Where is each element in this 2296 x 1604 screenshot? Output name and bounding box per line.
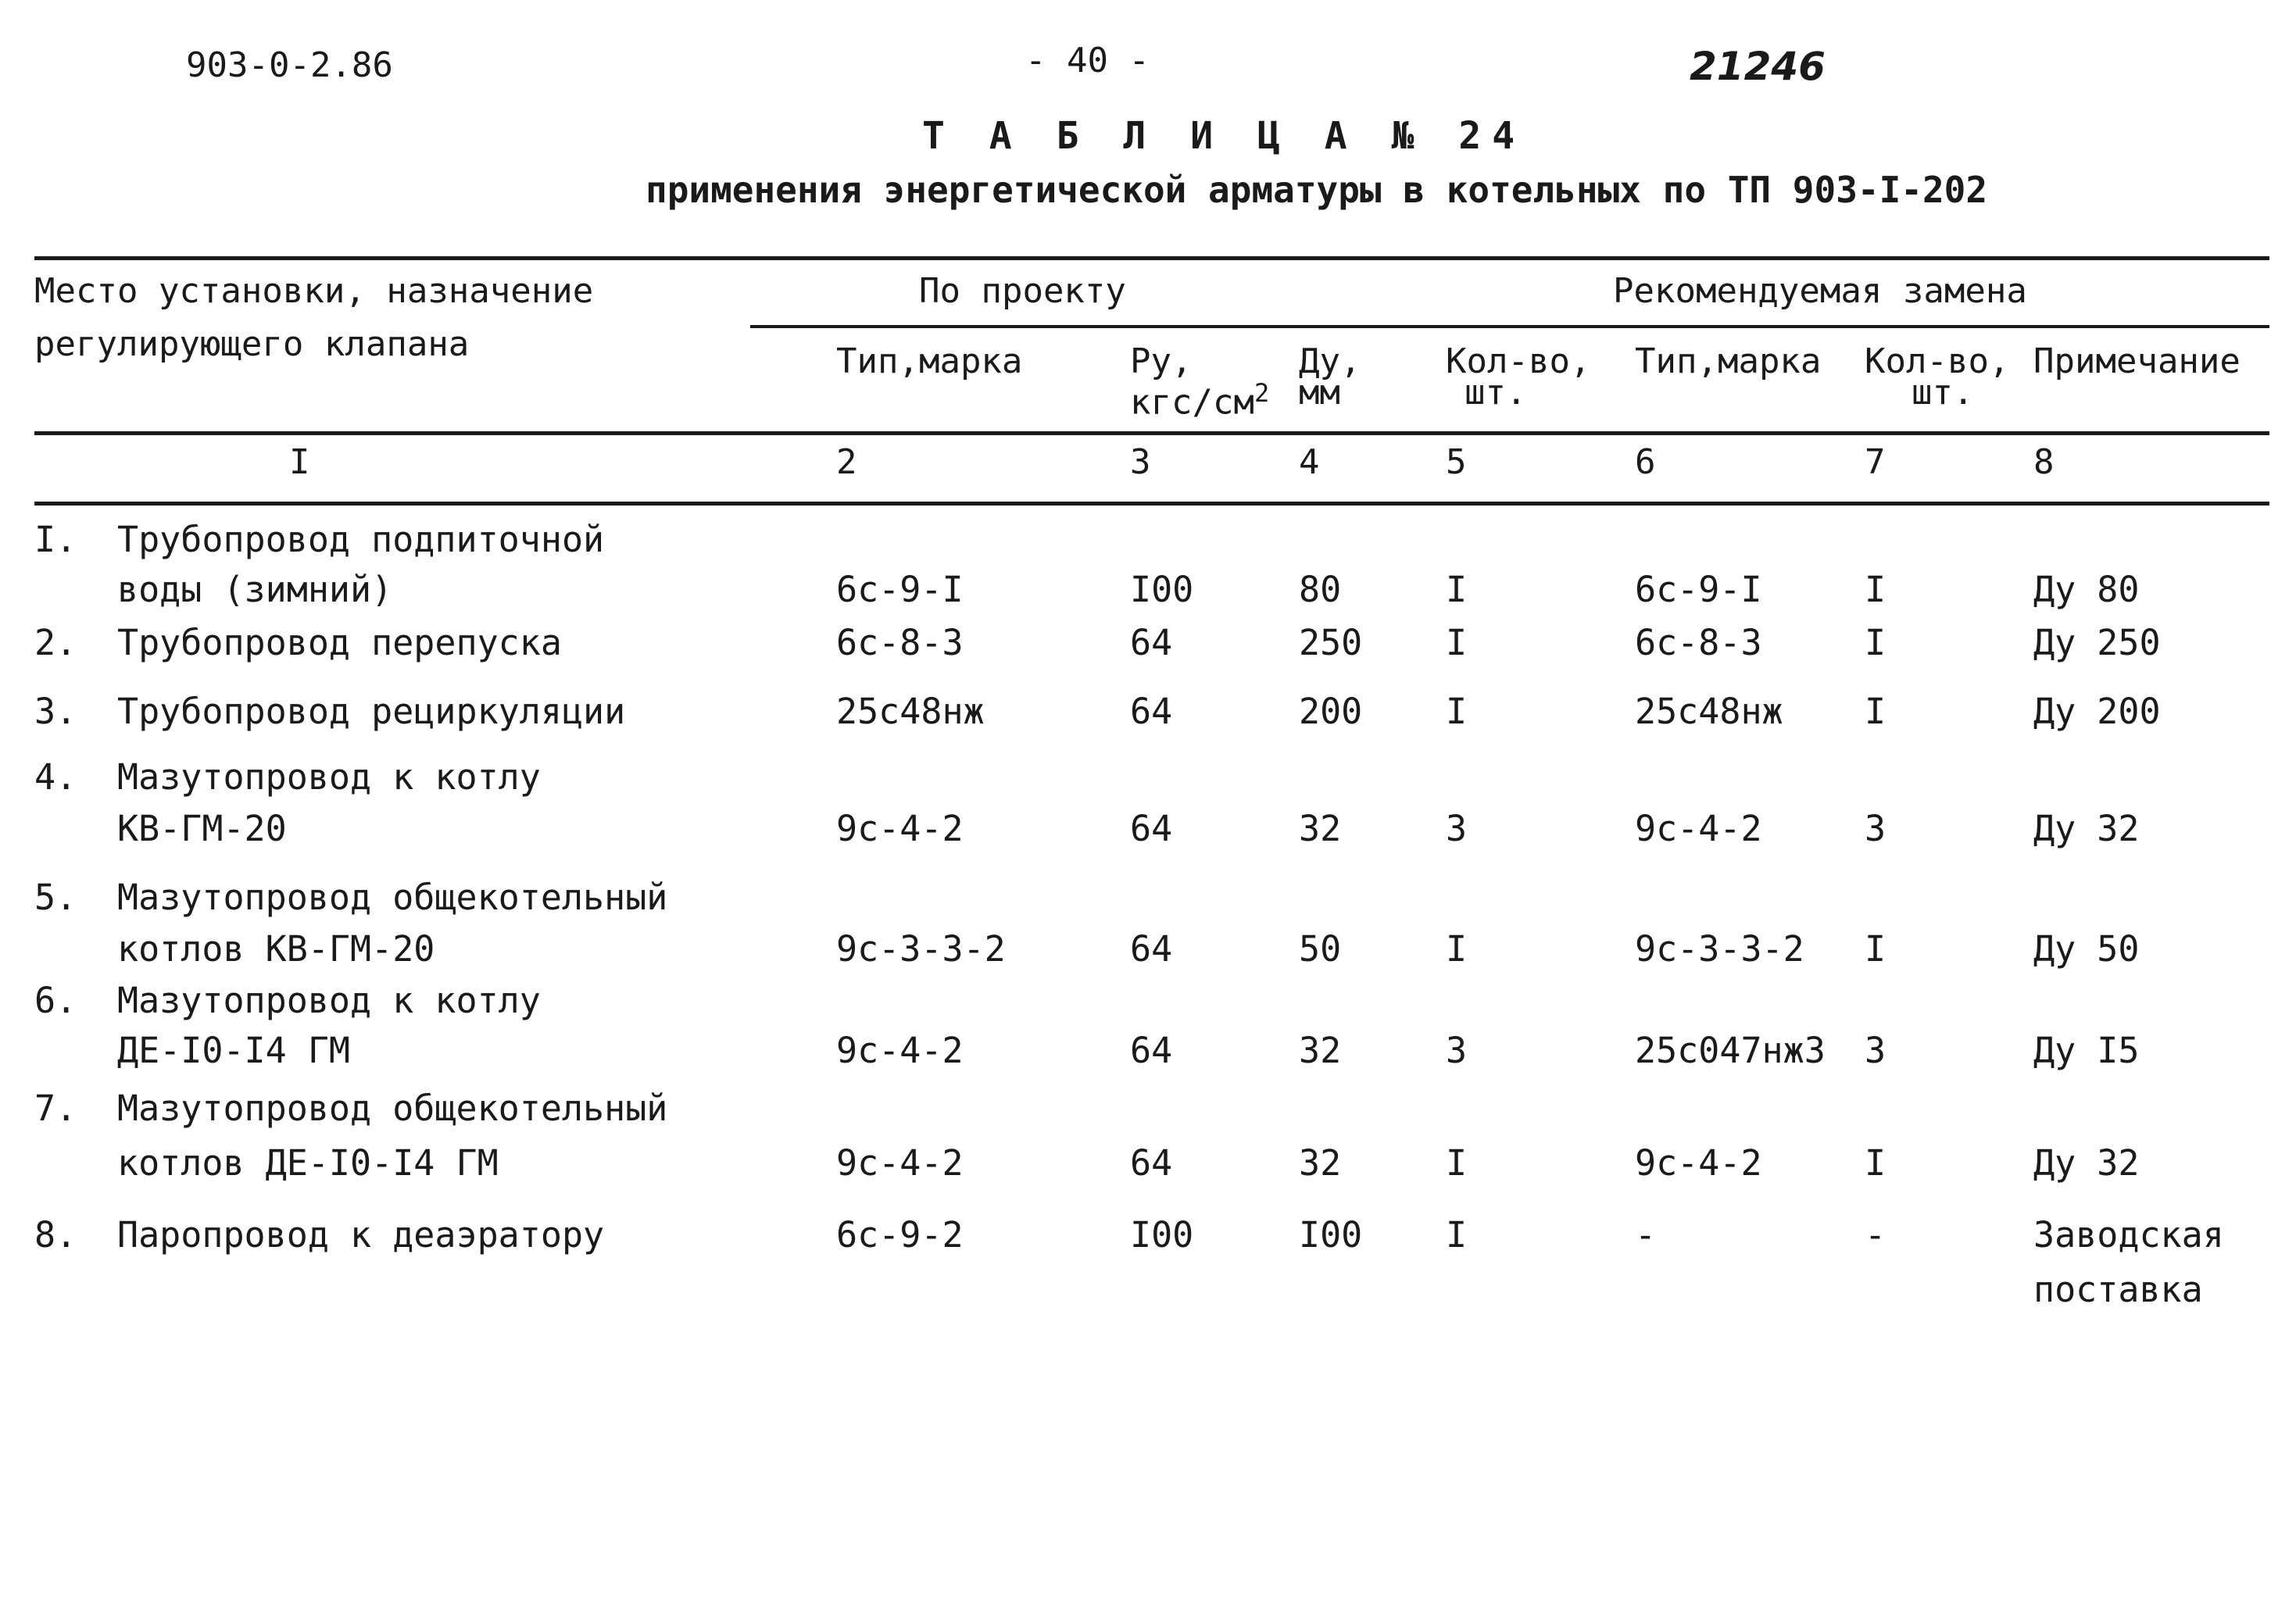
row-type-project: 6с-8-3 — [836, 622, 964, 663]
row-pressure: I00 — [1130, 569, 1194, 610]
page-number: - 40 - — [1025, 41, 1150, 80]
row-note: Ду 50 — [2033, 928, 2140, 970]
header-pressure-line2: кгс/$см^2$ — [1130, 378, 1270, 423]
row-qty-replacement: I — [1865, 1142, 1887, 1184]
row-number: 3. — [34, 691, 77, 732]
row-pressure: I00 — [1130, 1214, 1194, 1256]
row-place-line1: Мазутопровод общекотельный — [117, 877, 668, 918]
row-pressure: 64 — [1130, 1142, 1173, 1184]
row-type-project: 9с-4-2 — [836, 1030, 964, 1071]
row-note: Ду 250 — [2033, 622, 2161, 663]
header-bottom-rule — [34, 431, 2269, 435]
header-recommended-replacement: Рекомендуемая замена — [1613, 271, 2027, 311]
row-note: Ду 32 — [2033, 808, 2140, 849]
row-place-line1: Паропровод к деаэратору — [117, 1214, 605, 1256]
row-place-line2: воды (зимний) — [117, 569, 393, 610]
row-qty-replacement: I — [1865, 691, 1887, 732]
header-place-line2: регулирующего клапана — [34, 324, 470, 364]
row-qty-replacement: 3 — [1865, 1030, 1887, 1071]
row-qty-replacement: I — [1865, 928, 1887, 970]
header-qty-replacement-line1: Кол-во, — [1865, 341, 2010, 381]
header-group-rule — [750, 325, 2269, 328]
row-qty-project: I — [1446, 622, 1468, 663]
column-numbers-rule — [34, 502, 2269, 505]
row-qty-replacement: I — [1865, 622, 1887, 663]
column-number: 2 — [836, 442, 857, 482]
row-number: 2. — [34, 622, 77, 663]
row-pressure: 64 — [1130, 808, 1173, 849]
row-number: 4. — [34, 756, 77, 798]
row-place-line1: Мазутопровод к котлу — [117, 756, 541, 798]
row-number: 6. — [34, 980, 77, 1021]
row-qty-replacement: 3 — [1865, 808, 1887, 849]
row-type-replacement: 9с-4-2 — [1635, 1142, 1762, 1184]
row-type-replacement: 25с047нж3 — [1635, 1030, 1826, 1071]
row-type-project: 9с-4-2 — [836, 808, 964, 849]
row-place-line1: Трубопровод перепуска — [117, 622, 562, 663]
column-number: I — [289, 442, 310, 482]
column-number: 3 — [1130, 442, 1151, 482]
row-du: 200 — [1299, 691, 1363, 732]
row-note-line2: поставка — [2033, 1269, 2203, 1310]
row-place-line1: Трубопровод подпиточной — [117, 519, 605, 560]
table-subtitle: применения энергетической арматуры в котельных по ТП 903-I-202 — [646, 169, 1988, 211]
table-top-rule — [34, 256, 2269, 260]
header-type-project: Тип,марка — [836, 341, 1023, 381]
row-note: Ду 80 — [2033, 569, 2140, 610]
row-type-replacement: 6с-9-I — [1635, 569, 1762, 610]
column-number: 4 — [1299, 442, 1320, 482]
handwritten-stamp-number: 21246 — [1690, 44, 1826, 89]
header-place-line1: Место установки, назначение — [34, 271, 594, 311]
row-qty-project: I — [1446, 1142, 1468, 1184]
row-place-line2: КВ-ГМ-20 — [117, 808, 287, 849]
row-type-project: 6с-9-2 — [836, 1214, 964, 1256]
row-qty-project: I — [1446, 569, 1468, 610]
row-number: 5. — [34, 877, 77, 918]
row-place-line1: Мазутопровод к котлу — [117, 980, 541, 1021]
row-note: Ду I5 — [2033, 1030, 2140, 1071]
row-pressure: 64 — [1130, 1030, 1173, 1071]
row-type-replacement: 6с-8-3 — [1635, 622, 1762, 663]
row-type-project: 9с-3-3-2 — [836, 928, 1006, 970]
header-qty-project-line2: шт. — [1465, 373, 1527, 413]
column-number: 7 — [1865, 442, 1886, 482]
row-qty-project: I — [1446, 928, 1468, 970]
row-qty-project: I — [1446, 1214, 1468, 1256]
header-du-line2: мм — [1299, 373, 1340, 413]
row-number: 8. — [34, 1214, 77, 1256]
row-type-replacement: 9с-3-3-2 — [1635, 928, 1804, 970]
header-pressure-line1: Ру, — [1130, 341, 1193, 381]
header-note: Примечание — [2033, 341, 2241, 381]
row-place-line1: Мазутопровод общекотельный — [117, 1088, 668, 1129]
row-du: 32 — [1299, 1030, 1342, 1071]
row-pressure: 64 — [1130, 928, 1173, 970]
header-type-replacement: Тип,марка — [1635, 341, 1822, 381]
row-du: I00 — [1299, 1214, 1363, 1256]
row-type-replacement: - — [1635, 1214, 1657, 1256]
column-number: 8 — [2033, 442, 2055, 482]
row-place-line1: Трубопровод рециркуляции — [117, 691, 626, 732]
row-qty-replacement: - — [1865, 1214, 1887, 1256]
header-by-project: По проекту — [919, 271, 1126, 311]
row-du: 50 — [1299, 928, 1342, 970]
row-type-replacement: 25с48нж — [1635, 691, 1783, 732]
row-place-line2: котлов КВ-ГМ-20 — [117, 928, 435, 970]
row-du: 32 — [1299, 1142, 1342, 1184]
column-number: 6 — [1635, 442, 1656, 482]
header-qty-replacement-line2: шт. — [1912, 373, 1974, 413]
row-du: 32 — [1299, 808, 1342, 849]
row-pressure: 64 — [1130, 691, 1173, 732]
row-du: 80 — [1299, 569, 1342, 610]
table-title: Т А Б Л И Ц А № 24 — [922, 114, 1526, 158]
row-note: Ду 200 — [2033, 691, 2161, 732]
row-type-project: 6с-9-I — [836, 569, 964, 610]
row-place-line2: котлов ДЕ-I0-I4 ГМ — [117, 1142, 499, 1184]
column-number: 5 — [1446, 442, 1467, 482]
header-qty-project-line1: Кол-во, — [1446, 341, 1591, 381]
row-place-line2: ДЕ-I0-I4 ГМ — [117, 1030, 351, 1071]
row-qty-replacement: I — [1865, 569, 1887, 610]
row-qty-project: 3 — [1446, 1030, 1468, 1071]
row-number: I. — [34, 519, 77, 560]
row-type-project: 9с-4-2 — [836, 1142, 964, 1184]
row-type-replacement: 9с-4-2 — [1635, 808, 1762, 849]
row-type-project: 25с48нж — [836, 691, 985, 732]
row-qty-project: I — [1446, 691, 1468, 732]
row-pressure: 64 — [1130, 622, 1173, 663]
header-du-line1: Ду, — [1299, 341, 1361, 381]
row-number: 7. — [34, 1088, 77, 1129]
row-note-line1: Заводская — [2033, 1214, 2224, 1256]
row-du: 250 — [1299, 622, 1363, 663]
document-code: 903-0-2.86 — [186, 45, 393, 85]
row-note: Ду 32 — [2033, 1142, 2140, 1184]
row-qty-project: 3 — [1446, 808, 1468, 849]
